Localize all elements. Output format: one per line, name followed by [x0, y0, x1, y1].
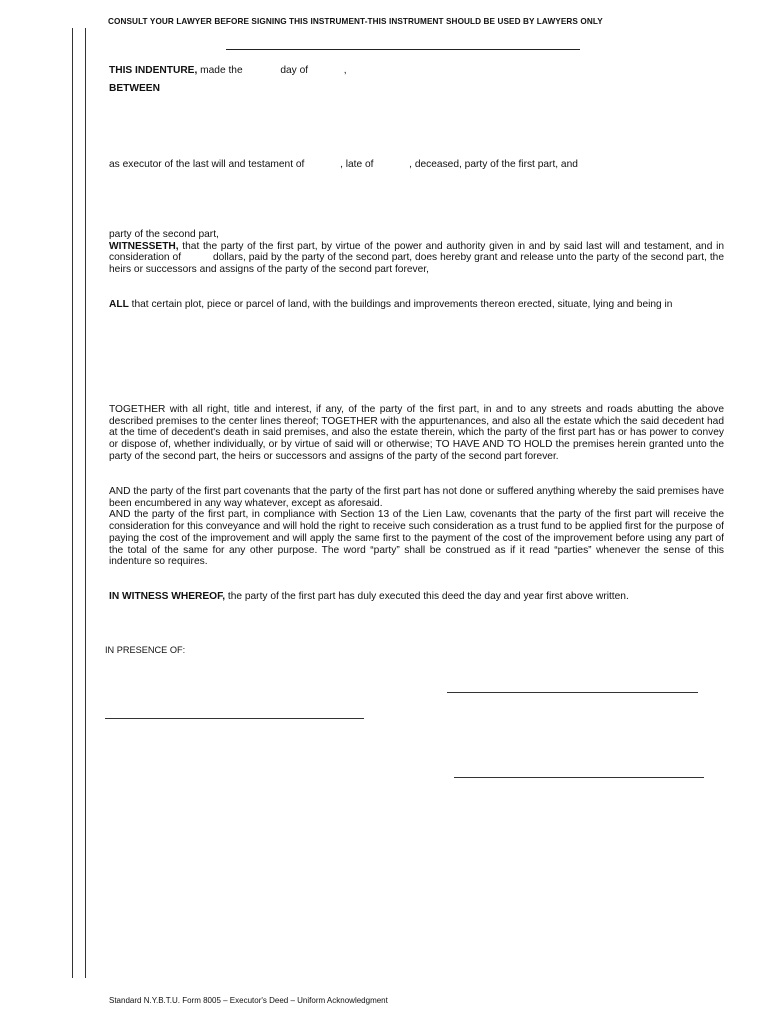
- witness-whereof-text: the party of the first part has duly executed this deed the day and year first above written.: [225, 591, 629, 602]
- covenants-block: [109, 486, 724, 568]
- witness-whereof-lead: IN WITNESS WHEREOF,: [109, 591, 226, 602]
- signature-line-2[interactable]: [454, 777, 704, 778]
- all-clause: [109, 299, 724, 311]
- witnesseth-paragraph: [109, 241, 724, 276]
- covenant-paragraph-2: AND the party of the first part, in compliance with Section 13 of the Lien Law, covenants that the party of the first part will receive the consideration for this conveyance and will hold the right to receive such consideration as a trust fund to be applied first for the purpose of paying the cost of the improvement and will apply the same first to the payment of the cost of the improvement before using any part of the total of the same for any other purpose. The word “party” shall be construed as if it read “parties” whenever the sense of this indenture so requires.: [109, 509, 725, 568]
- signature-line-1[interactable]: [447, 692, 698, 693]
- indenture-lead: THIS INDENTURE,: [109, 65, 198, 76]
- date-comma: ,: [343, 65, 347, 76]
- executor-line: [109, 159, 578, 170]
- witness-signature-line[interactable]: [105, 718, 364, 719]
- indenture-line: [109, 65, 347, 76]
- left-margin-line-inner: [85, 28, 86, 978]
- day-of-text: day of: [280, 65, 309, 76]
- in-presence-of-label: IN PRESENCE OF:: [105, 645, 186, 655]
- form-footer: Standard N.Y.B.T.U. Form 8005 – Executor's Deed – Uniform Acknowledgment: [109, 996, 388, 1005]
- between-label: BETWEEN: [109, 83, 160, 94]
- deceased-text: , deceased, party of the first part, and: [409, 159, 578, 170]
- covenant-paragraph-1: AND the party of the first part covenants that the party of the first part has not done or suffered anything whereby the said premises have been encumbered in any way whatever, except as aforesaid.: [109, 486, 724, 509]
- witnesseth-text-b: dollars, paid by the party of the second part, does hereby grant and release unto the party of the second part, the heirs or successors and assigns of the party of the second part forever,: [109, 252, 724, 276]
- witnesseth-text-a: that the party of the first part, by virtue of the power and authority given in and by said last will and testament, and in consideration of: [109, 240, 724, 264]
- lawyer-notice: CONSULT YOUR LAWYER BEFORE SIGNING THIS INSTRUMENT-THIS INSTRUMENT SHOULD BE USED BY LAWYERS ONLY: [108, 17, 603, 26]
- witness-whereof: [109, 591, 724, 603]
- together-paragraph: TOGETHER with all right, title and interest, if any, of the party of the first part, in and to any streets and roads abutting the above described premises to the center lines thereof; TOGETHER with the appurtenances, and also all the estate which the said decedent had at the time of decedent's death in said premises, and also the estate therein, which the party of the first part has or has power to convey or dispose of, whether individually, or by virtue of said will or otherwise; TO HAVE AND TO HOLD the premises herein granted unto the party of the second part, the heirs or successors and assigns of the party of the second part forever.: [109, 404, 724, 462]
- made-the-text: made the: [200, 65, 243, 76]
- all-text: that certain plot, piece or parcel of land, with the buildings and improvements thereon erected, situate, lying and being in: [128, 299, 673, 310]
- witnesseth-block: [109, 229, 724, 276]
- as-executor-text: as executor of the last will and testament of: [109, 159, 305, 170]
- witnesseth-lead: WITNESSETH,: [109, 240, 179, 252]
- all-lead: ALL: [109, 299, 129, 310]
- late-of-text: , late of: [340, 159, 374, 170]
- second-party-text: party of the second part,: [109, 229, 219, 240]
- left-margin-line: [72, 28, 73, 978]
- title-rule: [226, 49, 580, 50]
